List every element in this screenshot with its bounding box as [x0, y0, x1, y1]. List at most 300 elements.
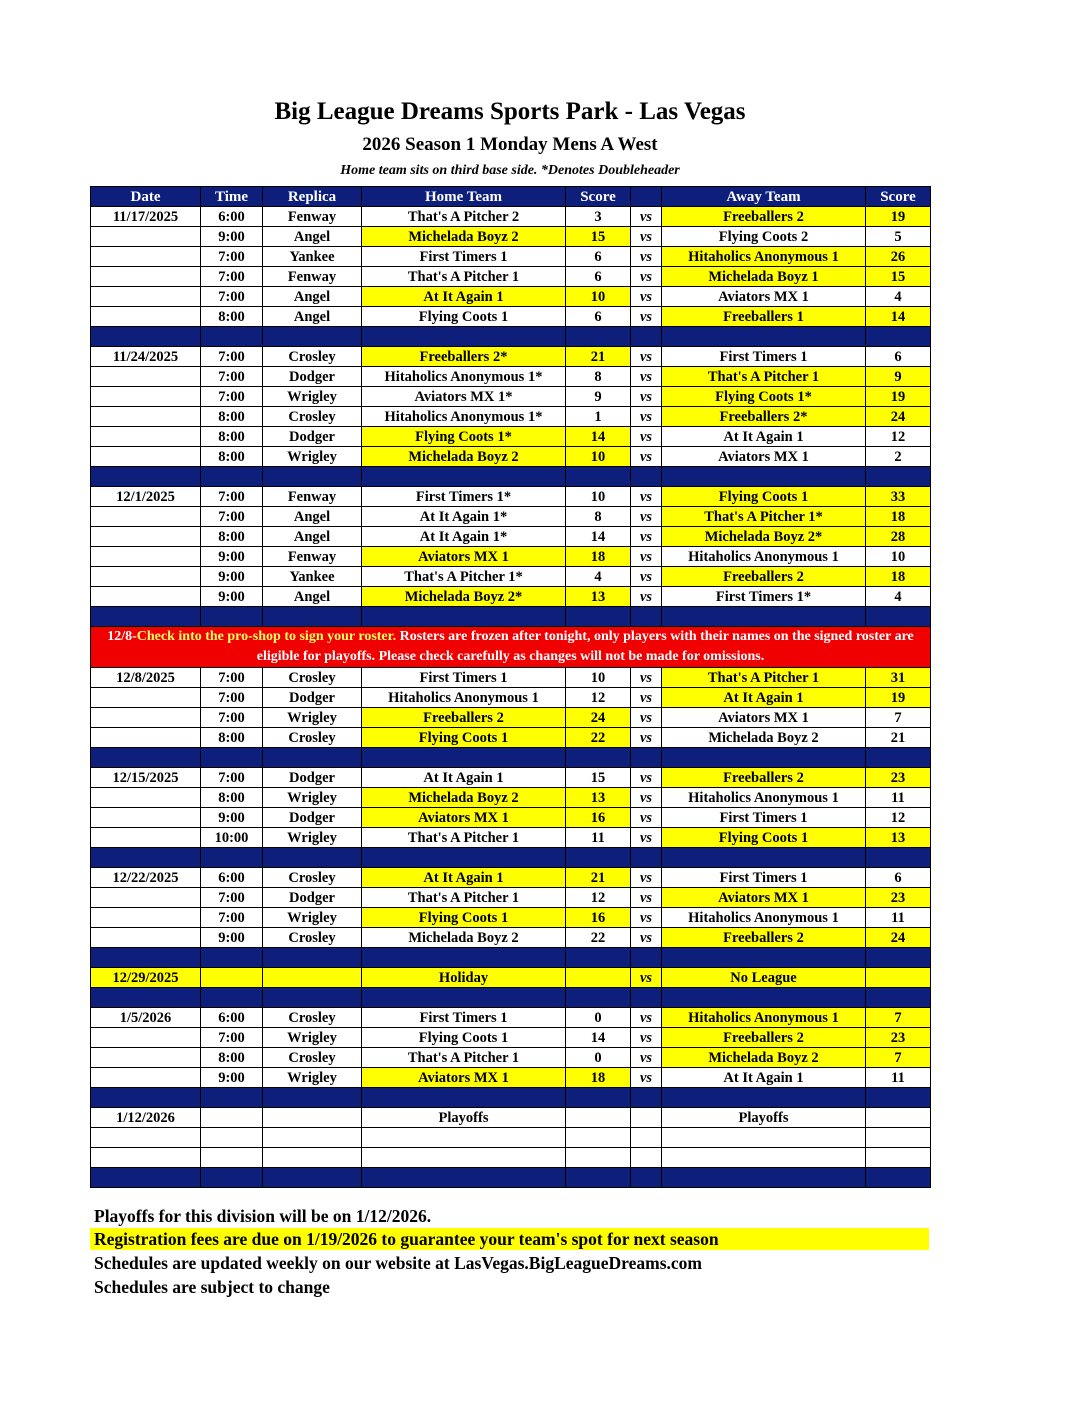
away-score-cell: 15: [866, 267, 931, 287]
vs-cell: vs: [631, 407, 662, 427]
replica-cell: Wrigley: [263, 1068, 362, 1088]
date-cell: 12/1/2025: [91, 487, 201, 507]
date-cell: [91, 427, 201, 447]
vs-cell: vs: [631, 387, 662, 407]
vs-cell: vs: [631, 1068, 662, 1088]
date-cell: [91, 387, 201, 407]
replica-cell: Wrigley: [263, 788, 362, 808]
table-row: [91, 708, 931, 728]
home-score-cell: [566, 1108, 631, 1128]
away-team-cell: Freeballers 2: [662, 1028, 866, 1048]
col-away-team: Away Team: [662, 187, 866, 207]
separator-cell: [201, 327, 263, 347]
home-score-cell: 15: [566, 768, 631, 788]
vs-cell: vs: [631, 207, 662, 227]
separator-cell: [201, 948, 263, 968]
separator-cell: [91, 607, 201, 627]
replica-cell: Angel: [263, 587, 362, 607]
away-score-cell: [866, 1108, 931, 1128]
table-row: [91, 427, 931, 447]
separator-cell: [201, 1088, 263, 1108]
week-separator: [91, 948, 931, 968]
footer-website-note: Schedules are updated weekly on our website at LasVegas.BigLeagueDreams.com: [94, 1253, 702, 1273]
home-score-cell: [566, 1148, 631, 1168]
vs-cell: vs: [631, 547, 662, 567]
vs-cell: vs: [631, 427, 662, 447]
away-team-cell: At It Again 1: [662, 1068, 866, 1088]
away-team-cell: Freeballers 2: [662, 207, 866, 227]
separator-cell: [662, 748, 866, 768]
away-team-cell: First Timers 1: [662, 347, 866, 367]
away-score-cell: 12: [866, 808, 931, 828]
time-cell: [201, 1108, 263, 1128]
replica-cell: Yankee: [263, 247, 362, 267]
time-cell: 6:00: [201, 207, 263, 227]
table-row: [91, 547, 931, 567]
table-row: [91, 688, 931, 708]
separator-cell: [91, 327, 201, 347]
time-cell: 7:00: [201, 267, 263, 287]
separator-cell: [866, 848, 931, 868]
replica-cell: Wrigley: [263, 447, 362, 467]
page-title: Big League Dreams Sports Park - Las Vegas: [274, 98, 746, 125]
date-cell: 1/12/2026: [91, 1108, 201, 1128]
separator-cell: [362, 988, 566, 1008]
date-cell: [91, 928, 201, 948]
away-team-cell: Freeballers 2: [662, 567, 866, 587]
week-separator: [91, 1168, 931, 1188]
away-score-cell: 19: [866, 207, 931, 227]
table-row: [91, 367, 931, 387]
time-cell: 9:00: [201, 1068, 263, 1088]
time-cell: 9:00: [201, 928, 263, 948]
away-score-cell: 28: [866, 527, 931, 547]
vs-cell: vs: [631, 808, 662, 828]
time-cell: 7:00: [201, 347, 263, 367]
home-score-cell: 22: [566, 728, 631, 748]
separator-cell: [566, 748, 631, 768]
away-score-cell: 19: [866, 688, 931, 708]
date-cell: [91, 728, 201, 748]
separator-cell: [263, 1168, 362, 1188]
vs-cell: [631, 1148, 662, 1168]
separator-cell: [662, 848, 866, 868]
replica-cell: Wrigley: [263, 908, 362, 928]
date-cell: [91, 1148, 201, 1168]
home-score-cell: 10: [566, 287, 631, 307]
home-team-cell: [362, 1128, 566, 1148]
table-row: [91, 527, 931, 547]
vs-cell: [631, 1108, 662, 1128]
week-separator: [91, 467, 931, 487]
home-team-cell: Freeballers 2*: [362, 347, 566, 367]
away-team-cell: That's A Pitcher 1*: [662, 507, 866, 527]
vs-cell: vs: [631, 587, 662, 607]
home-score-cell: 21: [566, 868, 631, 888]
time-cell: 7:00: [201, 688, 263, 708]
away-team-cell: Flying Coots 1*: [662, 387, 866, 407]
away-score-cell: 19: [866, 387, 931, 407]
vs-cell: vs: [631, 1008, 662, 1028]
separator-cell: [631, 988, 662, 1008]
replica-cell: Dodger: [263, 768, 362, 788]
col-time: Time: [201, 187, 263, 207]
vs-cell: vs: [631, 668, 662, 688]
home-score-cell: 22: [566, 928, 631, 948]
table-row: [91, 908, 931, 928]
replica-cell: Dodger: [263, 688, 362, 708]
vs-cell: vs: [631, 968, 662, 988]
replica-cell: Crosley: [263, 728, 362, 748]
home-team-cell: Playoffs: [362, 1108, 566, 1128]
separator-cell: [631, 467, 662, 487]
time-cell: 9:00: [201, 587, 263, 607]
time-cell: 7:00: [201, 247, 263, 267]
separator-cell: [566, 948, 631, 968]
away-team-cell: Michelada Boyz 2: [662, 728, 866, 748]
page-subtitle: 2026 Season 1 Monday Mens A West: [362, 134, 658, 155]
separator-cell: [631, 948, 662, 968]
home-team-cell: At It Again 1: [362, 287, 566, 307]
replica-cell: Dodger: [263, 427, 362, 447]
time-cell: 8:00: [201, 728, 263, 748]
home-team-cell: Michelada Boyz 2*: [362, 587, 566, 607]
separator-cell: [362, 848, 566, 868]
vs-cell: vs: [631, 447, 662, 467]
separator-cell: [263, 607, 362, 627]
away-team-cell: That's A Pitcher 1: [662, 367, 866, 387]
separator-cell: [362, 948, 566, 968]
time-cell: 7:00: [201, 367, 263, 387]
away-team-cell: That's A Pitcher 1: [662, 668, 866, 688]
home-team-cell: Aviators MX 1: [362, 547, 566, 567]
separator-cell: [866, 607, 931, 627]
away-team-cell: Hitaholics Anonymous 1: [662, 247, 866, 267]
away-score-cell: 21: [866, 728, 931, 748]
away-team-cell: Michelada Boyz 1: [662, 267, 866, 287]
separator-cell: [362, 467, 566, 487]
replica-cell: Crosley: [263, 407, 362, 427]
date-cell: [91, 227, 201, 247]
separator-cell: [866, 327, 931, 347]
home-team-cell: First Timers 1: [362, 1008, 566, 1028]
away-team-cell: Playoffs: [662, 1108, 866, 1128]
col-date: Date: [91, 187, 201, 207]
separator-cell: [362, 1088, 566, 1108]
separator-cell: [866, 748, 931, 768]
replica-cell: Yankee: [263, 567, 362, 587]
separator-cell: [263, 988, 362, 1008]
time-cell: 9:00: [201, 567, 263, 587]
separator-cell: [201, 848, 263, 868]
schedule-table: [90, 186, 931, 1188]
replica-cell: Crosley: [263, 868, 362, 888]
time-cell: 8:00: [201, 307, 263, 327]
replica-cell: Angel: [263, 527, 362, 547]
home-score-cell: 16: [566, 908, 631, 928]
home-team-cell: That's A Pitcher 2: [362, 207, 566, 227]
away-score-cell: 10: [866, 547, 931, 567]
home-team-cell: Flying Coots 1: [362, 728, 566, 748]
home-score-cell: 24: [566, 708, 631, 728]
time-cell: [201, 1128, 263, 1148]
away-score-cell: 24: [866, 407, 931, 427]
home-score-cell: 10: [566, 487, 631, 507]
time-cell: 8:00: [201, 447, 263, 467]
home-team-cell: Flying Coots 1: [362, 908, 566, 928]
date-cell: [91, 447, 201, 467]
separator-cell: [566, 848, 631, 868]
time-cell: 8:00: [201, 527, 263, 547]
separator-cell: [362, 607, 566, 627]
away-team-cell: Freeballers 2: [662, 768, 866, 788]
separator-cell: [566, 467, 631, 487]
date-cell: [91, 287, 201, 307]
home-team-cell: Michelada Boyz 2: [362, 928, 566, 948]
replica-cell: Crosley: [263, 1048, 362, 1068]
separator-cell: [866, 948, 931, 968]
date-cell: [91, 708, 201, 728]
table-row: [91, 347, 931, 367]
separator-cell: [631, 607, 662, 627]
home-score-cell: [566, 968, 631, 988]
date-cell: 12/8/2025: [91, 668, 201, 688]
away-score-cell: 18: [866, 567, 931, 587]
home-score-cell: 14: [566, 1028, 631, 1048]
separator-cell: [263, 948, 362, 968]
home-score-cell: 8: [566, 367, 631, 387]
home-score-cell: 6: [566, 307, 631, 327]
away-score-cell: 6: [866, 868, 931, 888]
home-score-cell: 0: [566, 1008, 631, 1028]
table-row: [91, 447, 931, 467]
away-score-cell: 23: [866, 1028, 931, 1048]
home-score-cell: 6: [566, 267, 631, 287]
vs-cell: vs: [631, 868, 662, 888]
away-team-cell: [662, 1148, 866, 1168]
time-cell: [201, 1148, 263, 1168]
vs-cell: vs: [631, 728, 662, 748]
date-cell: 11/17/2025: [91, 207, 201, 227]
table-row: [91, 567, 931, 587]
table-row: [91, 1128, 931, 1148]
table-row: [91, 968, 931, 988]
home-score-cell: 0: [566, 1048, 631, 1068]
away-team-cell: Flying Coots 1: [662, 487, 866, 507]
replica-cell: [263, 968, 362, 988]
week-separator: [91, 607, 931, 627]
separator-cell: [362, 748, 566, 768]
separator-cell: [662, 1088, 866, 1108]
time-cell: 10:00: [201, 828, 263, 848]
separator-cell: [91, 948, 201, 968]
date-cell: [91, 1068, 201, 1088]
table-row: [91, 267, 931, 287]
table-row: [91, 307, 931, 327]
home-score-cell: 6: [566, 247, 631, 267]
separator-cell: [866, 1088, 931, 1108]
separator-cell: [91, 848, 201, 868]
date-cell: [91, 367, 201, 387]
away-score-cell: 11: [866, 908, 931, 928]
footer-change-note: Schedules are subject to change: [94, 1277, 330, 1297]
vs-cell: vs: [631, 567, 662, 587]
time-cell: 7:00: [201, 708, 263, 728]
away-team-cell: [662, 1128, 866, 1148]
away-score-cell: [866, 968, 931, 988]
away-score-cell: [866, 1148, 931, 1168]
date-cell: 1/5/2026: [91, 1008, 201, 1028]
away-score-cell: 11: [866, 788, 931, 808]
home-team-cell: At It Again 1: [362, 768, 566, 788]
col-vs: [631, 187, 662, 207]
away-team-cell: Michelada Boyz 2: [662, 1048, 866, 1068]
replica-cell: Wrigley: [263, 708, 362, 728]
replica-cell: Crosley: [263, 347, 362, 367]
home-team-cell: Hitaholics Anonymous 1*: [362, 407, 566, 427]
separator-cell: [566, 1088, 631, 1108]
date-cell: 12/29/2025: [91, 968, 201, 988]
replica-cell: Dodger: [263, 367, 362, 387]
separator-cell: [631, 327, 662, 347]
separator-cell: [263, 748, 362, 768]
table-row: [91, 227, 931, 247]
header-note: Home team sits on third base side. *Denotes Doubleheader: [340, 163, 680, 178]
table-row: [91, 1048, 931, 1068]
separator-cell: [263, 467, 362, 487]
home-score-cell: 13: [566, 587, 631, 607]
replica-cell: [263, 1148, 362, 1168]
vs-cell: vs: [631, 708, 662, 728]
replica-cell: Crosley: [263, 1008, 362, 1028]
separator-cell: [91, 748, 201, 768]
away-team-cell: Michelada Boyz 2*: [662, 527, 866, 547]
away-team-cell: Aviators MX 1: [662, 447, 866, 467]
table-row: [91, 587, 931, 607]
home-team-cell: At It Again 1*: [362, 527, 566, 547]
replica-cell: Angel: [263, 227, 362, 247]
separator-cell: [631, 1088, 662, 1108]
separator-cell: [662, 948, 866, 968]
vs-cell: vs: [631, 688, 662, 708]
away-score-cell: 5: [866, 227, 931, 247]
date-cell: 12/22/2025: [91, 868, 201, 888]
home-team-cell: That's A Pitcher 1: [362, 888, 566, 908]
away-team-cell: At It Again 1: [662, 688, 866, 708]
separator-cell: [263, 1088, 362, 1108]
notice-date: 12/8-: [107, 629, 137, 644]
separator-cell: [866, 467, 931, 487]
away-score-cell: 23: [866, 888, 931, 908]
away-score-cell: 23: [866, 768, 931, 788]
week-separator: [91, 327, 931, 347]
away-score-cell: [866, 1128, 931, 1148]
home-team-cell: Hitaholics Anonymous 1*: [362, 367, 566, 387]
table-row: [91, 407, 931, 427]
away-score-cell: 14: [866, 307, 931, 327]
week-separator: [91, 848, 931, 868]
home-team-cell: Flying Coots 1*: [362, 427, 566, 447]
away-score-cell: 24: [866, 928, 931, 948]
vs-cell: vs: [631, 888, 662, 908]
separator-cell: [201, 748, 263, 768]
home-team-cell: At It Again 1*: [362, 507, 566, 527]
week-separator: [91, 748, 931, 768]
away-score-cell: 4: [866, 287, 931, 307]
home-team-cell: That's A Pitcher 1: [362, 828, 566, 848]
time-cell: 9:00: [201, 227, 263, 247]
home-team-cell: Michelada Boyz 2: [362, 788, 566, 808]
away-score-cell: 33: [866, 487, 931, 507]
home-score-cell: 13: [566, 788, 631, 808]
notice-text: Rosters are frozen after tonight, only players with their names on the signed roster are eligible for playoffs. Please check carefully as changes will not be made for omissions.: [256, 629, 914, 664]
table-row: [91, 487, 931, 507]
home-score-cell: 3: [566, 207, 631, 227]
time-cell: 8:00: [201, 407, 263, 427]
replica-cell: Fenway: [263, 207, 362, 227]
time-cell: 6:00: [201, 1008, 263, 1028]
away-team-cell: Aviators MX 1: [662, 287, 866, 307]
roster-notice-row: [91, 627, 931, 668]
away-team-cell: Hitaholics Anonymous 1: [662, 547, 866, 567]
home-score-cell: 14: [566, 427, 631, 447]
away-team-cell: No League: [662, 968, 866, 988]
separator-cell: [662, 1168, 866, 1188]
date-cell: 12/15/2025: [91, 768, 201, 788]
time-cell: 7:00: [201, 888, 263, 908]
table-row: [91, 808, 931, 828]
table-row: [91, 868, 931, 888]
away-score-cell: 7: [866, 708, 931, 728]
away-team-cell: Freeballers 2: [662, 928, 866, 948]
home-team-cell: Freeballers 2: [362, 708, 566, 728]
away-team-cell: Freeballers 1: [662, 307, 866, 327]
away-score-cell: 26: [866, 247, 931, 267]
away-team-cell: Aviators MX 1: [662, 888, 866, 908]
time-cell: 6:00: [201, 868, 263, 888]
col-home-score: Score: [566, 187, 631, 207]
time-cell: 7:00: [201, 507, 263, 527]
separator-cell: [566, 607, 631, 627]
time-cell: 7:00: [201, 387, 263, 407]
away-score-cell: 12: [866, 427, 931, 447]
time-cell: 7:00: [201, 768, 263, 788]
separator-cell: [91, 988, 201, 1008]
home-team-cell: First Timers 1*: [362, 487, 566, 507]
away-score-cell: 31: [866, 668, 931, 688]
separator-cell: [201, 607, 263, 627]
home-score-cell: 11: [566, 828, 631, 848]
vs-cell: vs: [631, 367, 662, 387]
home-score-cell: 15: [566, 227, 631, 247]
table-row: [91, 387, 931, 407]
schedule-body: [91, 207, 931, 1188]
replica-cell: Crosley: [263, 928, 362, 948]
separator-cell: [201, 1168, 263, 1188]
table-row: [91, 1108, 931, 1128]
table-row: [91, 287, 931, 307]
home-score-cell: 16: [566, 808, 631, 828]
vs-cell: vs: [631, 267, 662, 287]
away-team-cell: Hitaholics Anonymous 1: [662, 908, 866, 928]
table-row: [91, 207, 931, 227]
away-team-cell: First Timers 1*: [662, 587, 866, 607]
vs-cell: vs: [631, 788, 662, 808]
replica-cell: Wrigley: [263, 1028, 362, 1048]
vs-cell: vs: [631, 227, 662, 247]
away-score-cell: 18: [866, 507, 931, 527]
date-cell: [91, 567, 201, 587]
